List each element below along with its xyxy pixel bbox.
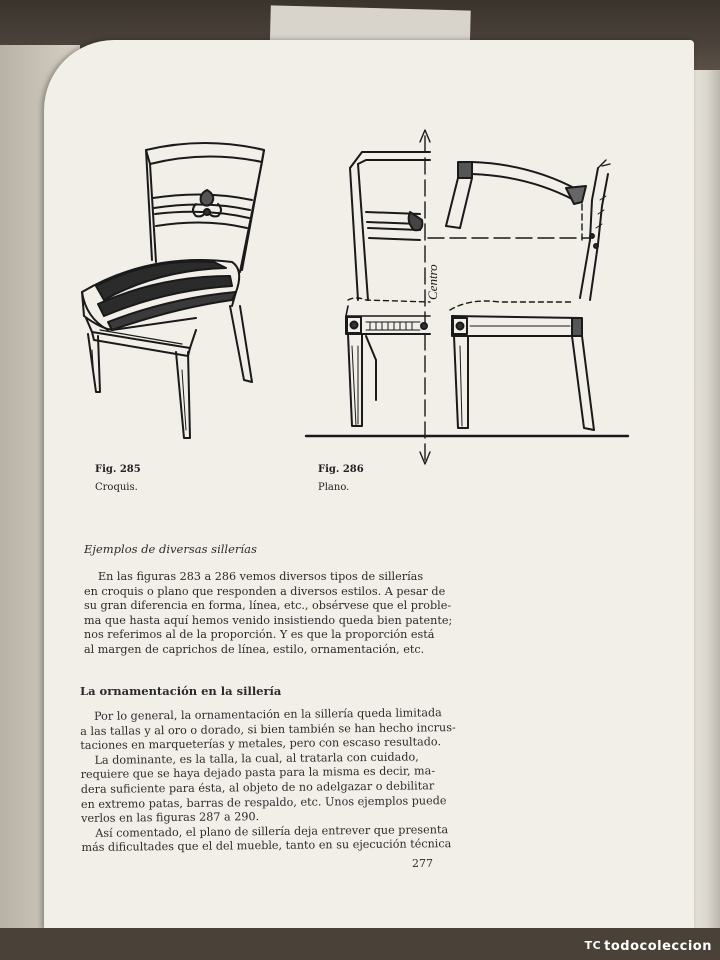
body-line: más dificultades que el del mueble, tanto en su ejecución técnica <box>81 837 452 855</box>
body-line: su gran diferencia en forma, línea, etc., obsérvese que el proble- <box>84 599 452 613</box>
bottom-background <box>0 928 720 960</box>
figure-285-label: Fig. 285 <box>95 464 141 475</box>
body-line: Así comentado, el plano de sillería deja entrever que presenta <box>95 822 449 840</box>
body-line: En las figuras 283 a 286 vemos diversos tipos de sillerías <box>98 570 424 583</box>
figure-286-label: Fig. 286 <box>318 464 364 475</box>
chair-plan <box>306 130 628 464</box>
chair-sketch <box>82 143 264 438</box>
body-line: a las tallas y al oro o dorado, si bien también se han hecho incrus- <box>80 720 456 738</box>
body-line: taciones en marqueterías y metales, pero con escaso resultado. <box>80 735 442 753</box>
body-line: Por lo general, la ornamentación en la sillería queda limitada <box>93 706 442 723</box>
body-line: dera suficiente para ésta, al objeto de no adelgazar o debilitar <box>80 779 435 796</box>
watermark-text: todocoleccion <box>604 939 712 954</box>
body-line: en extremo patas, barras de respaldo, etc. Unos ejemplos puede <box>80 793 447 811</box>
section-heading-ornamentacion: La ornamentación en la sillería <box>80 684 282 698</box>
watermark-brand-icon: TC <box>584 939 602 952</box>
figure-285-caption: Croquis. <box>95 482 138 493</box>
section-heading-ejemplos: Ejemplos de diversas sillerías <box>84 542 257 556</box>
body-line: verlos en las figuras 287 a 290. <box>81 810 260 826</box>
section-body-ornamentacion <box>80 706 457 856</box>
body-line: requiere que se haya dejado pasta para la misma es decir, ma- <box>80 764 436 782</box>
body-line: ma que hasta aquí hemos venido insistiendo queda bien patente; <box>84 613 453 627</box>
watermark <box>585 939 712 954</box>
figure-286-caption: Plano. <box>318 482 350 493</box>
body-line: en croquis o plano que responden a diversos estilos. A pesar de <box>84 584 446 598</box>
centro-label: Centro <box>425 264 440 300</box>
body-line: La dominante, es la talla, la cual, al tratarla con cuidado, <box>94 750 419 767</box>
section-body-ejemplos <box>84 570 452 658</box>
page-number: 277 <box>412 857 433 870</box>
body-line: al margen de caprichos de línea, estilo, ornamentación, etc. <box>84 642 425 656</box>
body-line: nos referimos al de la proporción. Y es que la proporción está <box>84 628 435 642</box>
